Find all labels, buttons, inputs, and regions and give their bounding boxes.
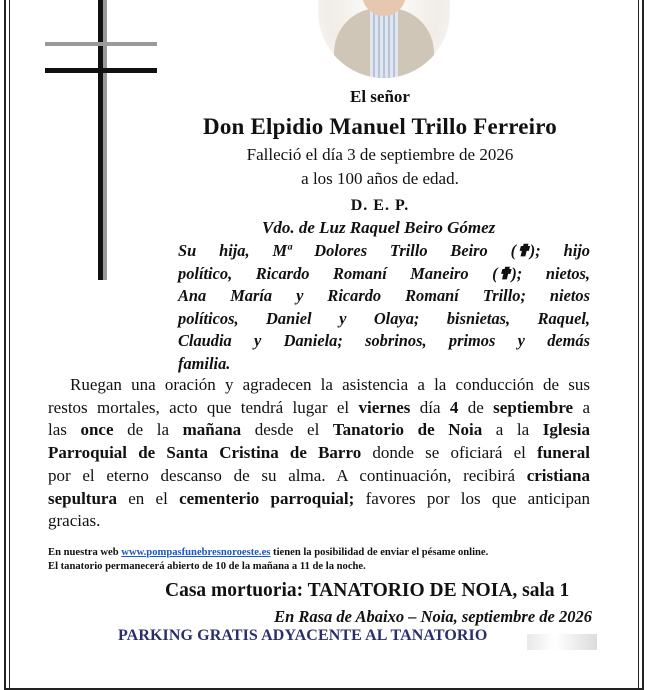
family-line: familia. xyxy=(178,353,231,373)
body-line: Parroquial de Santa Cristina de Barro donde se oficiará el funeral xyxy=(48,443,590,463)
deceased-photo xyxy=(318,0,450,78)
notes-block xyxy=(48,546,593,574)
death-date-line: Falleció el día 3 de septiembre de 2026 xyxy=(246,145,514,164)
casa-mortuoria: Casa mortuoria: TANATORIO DE NOIA, sala 1 xyxy=(165,580,570,601)
intro-heading: El señor xyxy=(350,87,410,106)
hours-note: El tanatorio permanecerá abierto de 10 de la mañana a 11 de la noche. xyxy=(48,561,366,572)
bottom-image-fragment xyxy=(527,634,597,650)
body-line: las once de la mañana desde el Tanatorio de Noia a la Iglesia xyxy=(48,420,590,440)
body-line: gracias. xyxy=(48,511,101,531)
dep-line: D. E. P. xyxy=(350,197,410,214)
parking-note: PARKING GRATIS ADYACENTE AL TANATORIO xyxy=(118,627,488,644)
family-block xyxy=(178,240,590,376)
body-line: por el eterno descanso de su alma. A continuación, recibirá cristiana xyxy=(48,465,590,485)
funeral-details xyxy=(48,374,590,533)
web-note: En nuestra web www.pompasfunebresnoroeste.es tienen la posibilidad de enviar el pésame online. xyxy=(48,547,489,558)
age-line: a los 100 años de edad. xyxy=(301,169,459,188)
body-line: restos mortales, acto que tendrá lugar el viernes día 4 de septiembre a xyxy=(48,397,591,417)
family-line: político, Ricardo Romaní Maneiro (✟); nietos, xyxy=(178,263,590,283)
family-line: políticos, Daniel y Olaya; bisnietas, Raquel, xyxy=(178,308,590,328)
family-line: Su hija, Mª Dolores Trillo Beiro (✟); hijo xyxy=(178,241,590,260)
website-link[interactable]: www.pompasfunebresnoroeste.es xyxy=(121,547,271,558)
family-line: Claudia y Daniela; sobrinos, primos y demás xyxy=(178,331,590,351)
body-line: Ruegan una oración y agradecen la asistencia a la conducción de sus xyxy=(70,375,590,394)
deceased-name: Don Elpidio Manuel Trillo Ferreiro xyxy=(203,114,557,139)
widower-line: Vdo. de Luz Raquel Beiro Gómez xyxy=(262,218,496,237)
place-date: En Rasa de Abaixo – Noia, septiembre de 2026 xyxy=(274,607,592,626)
body-line: sepultura en el cementerio parroquial; favores por los que anticipan xyxy=(48,488,590,508)
family-line: Ana María y Ricardo Romaní Trillo; nietos xyxy=(178,286,590,306)
